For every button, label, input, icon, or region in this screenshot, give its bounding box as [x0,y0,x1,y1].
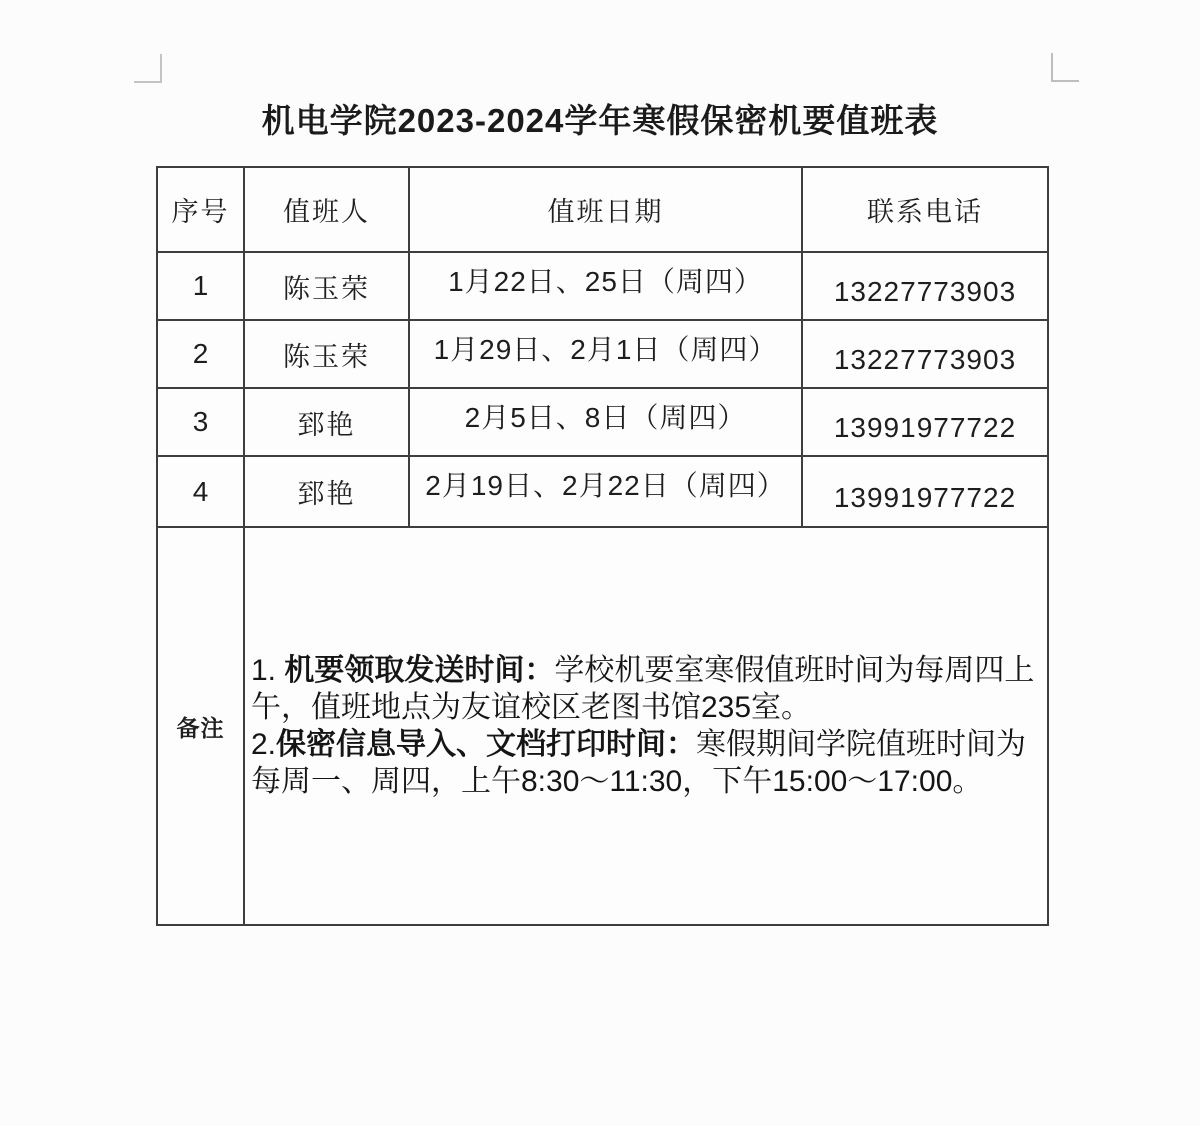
person-cell: 陈玉荣 [244,320,409,388]
table-header-row [157,167,1048,252]
header-person-on-duty: 值班人 [244,167,409,252]
serial-number-cell: 1 [157,252,244,320]
person-cell: 陈玉荣 [244,252,409,320]
serial-number-cell: 3 [157,388,244,456]
table-row [157,388,1048,456]
duty-date-cell: 2月19日、2月22日（周四） [409,456,802,527]
header-contact-phone: 联系电话 [802,167,1048,252]
phone-cell: 13227773903 [802,320,1048,388]
page-corner-mark-right [1051,53,1079,82]
table-row [157,456,1048,527]
notes-content [244,527,1048,925]
note-2-text: 寒假期间学院值班时间为每周一、周四，上午8:30～11:30，下午15:00～17:00。 [251,728,1027,798]
notes-row [157,527,1048,925]
person-cell: 郅艳 [244,456,409,527]
note-1-text: 学校机要室寒假值班时间为每周四上午，值班地点为友谊校区老图书馆235室。 [251,654,1035,724]
phone-cell: 13227773903 [802,252,1048,320]
duty-date-cell: 2月5日、8日（周四） [409,388,802,456]
table-row [157,252,1048,320]
page-title: 机电学院2023-2024学年寒假保密机要值班表 [261,102,939,139]
note-1-heading: 机要领取发送时间： [284,654,555,687]
note-2-heading: 保密信息导入、文档打印时间： [276,728,697,761]
note-2-number: 2. [251,728,277,761]
duty-date-cell: 1月22日、25日（周四） [409,252,802,320]
serial-number-cell: 2 [157,320,244,388]
table-row [157,320,1048,388]
note-1-number: 1. [251,654,285,687]
page-corner-mark-left [134,54,162,83]
header-serial-number: 序号 [157,167,244,252]
phone-cell: 13991977722 [802,456,1048,527]
duty-date-cell: 1月29日、2月1日（周四） [409,320,802,388]
duty-schedule-table [156,166,1049,926]
note-item-1 [251,652,1043,726]
note-item-2 [251,726,1043,800]
notes-label: 备注 [157,527,244,925]
serial-number-cell: 4 [157,456,244,527]
phone-cell: 13991977722 [802,388,1048,456]
header-duty-date: 值班日期 [409,167,802,252]
person-cell: 郅艳 [244,388,409,456]
